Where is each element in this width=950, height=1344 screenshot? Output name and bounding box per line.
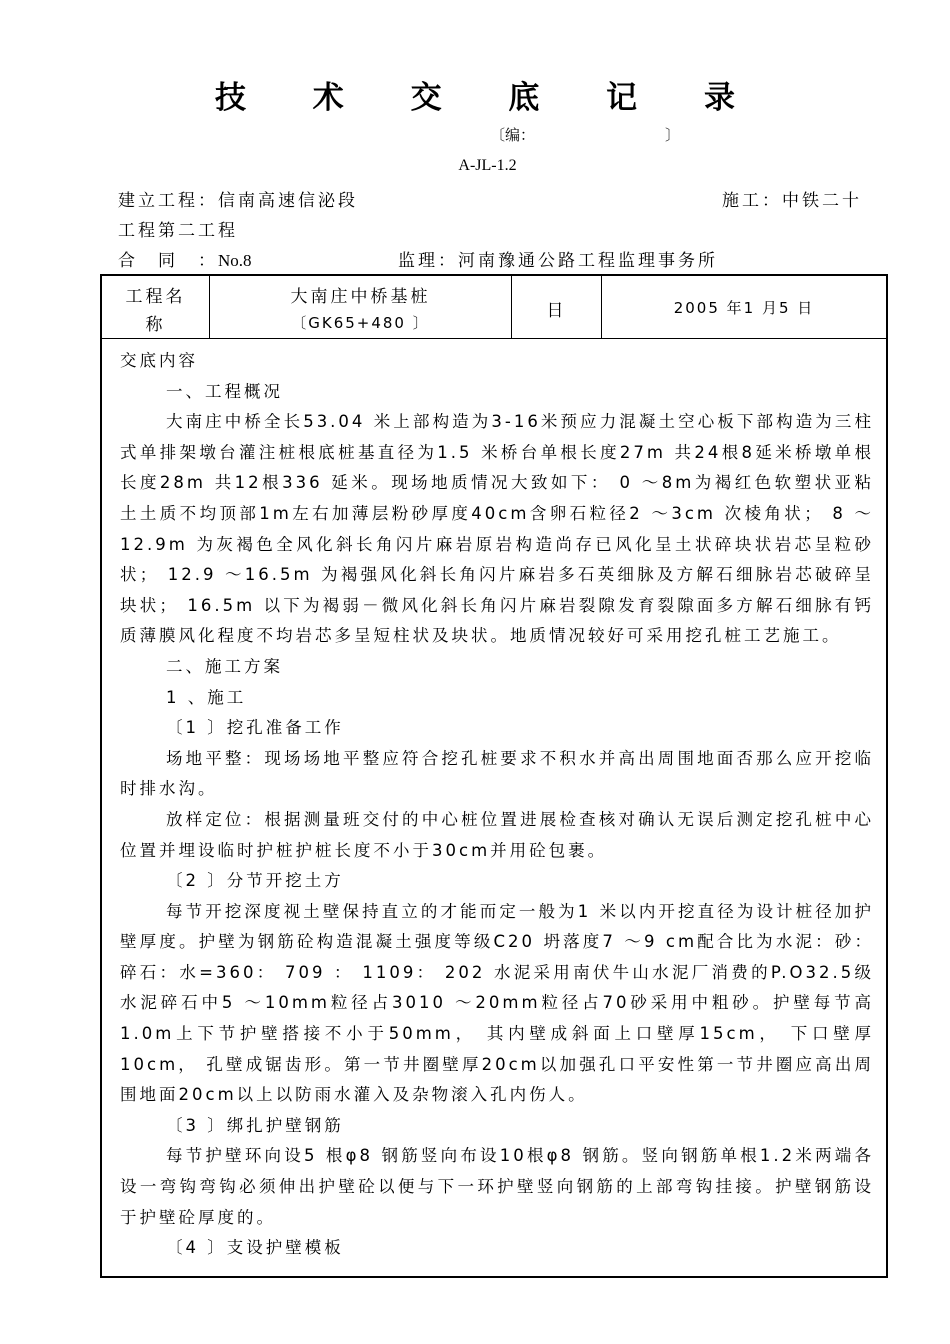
project-name-label-line2: 称 <box>145 315 166 335</box>
content-paragraph: 〔2 〕分节开挖土方 <box>166 871 344 891</box>
form-code: A-JL-1.2 <box>458 157 517 174</box>
content-paragraph: 一、工程概况 <box>166 381 283 401</box>
contract-value: No.8 <box>218 251 252 270</box>
project-info: 建立工程：信南高速信泌段 <box>118 191 358 211</box>
contract-info <box>118 246 252 271</box>
date-label: 日 <box>546 301 567 321</box>
content-paragraph: 大南庄中桥全长53.04 米上部构造为3-16米预应力混凝土空心板下部构造为三柱式单排架墩台灌注桩根底桩基直径为1.5 米桥台单根长度27m 共24根8延米桥墩单根长度28m 共12根336 延米。现场地质情况大致如下： 0 ～8m为褐红色软塑状亚粘土土质不均顶部1m左右加薄层粉砂厚度40cm含卵石粒径2 ～3cm 次棱角状； 8 ～12.9m 为灰褐色全风化斜长角闪片麻岩原岩构造尚存已风化呈土状碎块状岩芯呈粒砂状； 12.9 ～16.5m 为褐强风化斜长角闪片麻岩多石英细脉及方解石细脉岩芯破碎呈块状； 16.5m 以下为褐弱－微风化斜长角闪片麻岩裂隙发育裂隙面多方解石细脉有钙质薄膜风化程度不均岩芯多呈短柱状及块状。地质情况较好可采用挖孔桩工艺施工。 <box>120 412 874 646</box>
disclosure-table <box>100 274 888 1278</box>
project-name-value-line1: 大南庄中桥基桩 <box>290 287 431 307</box>
contract-label: 合 同 ： <box>118 251 218 271</box>
project-name-label-line1: 工程名 <box>125 287 186 307</box>
document-title: 技 术 交 底 记 录 <box>215 80 763 116</box>
project-name-label-cell <box>102 276 210 338</box>
content-paragraph: 二、施工方案 <box>166 656 283 676</box>
date-value-cell <box>602 276 886 338</box>
content-paragraph: 每节护壁环向设5 根φ8 钢筋竖向布设10根φ8 钢筋。竖向钢筋单根1.2米两端各设一弯钩弯钩必须伸出护壁砼以便与下一环护壁竖向钢筋的上部弯钩挂接。护壁钢筋设于护壁砼厚度的。 <box>120 1146 874 1227</box>
table-header-row <box>102 276 886 339</box>
date-label-cell <box>512 276 602 338</box>
content-paragraph: 场地平整：现场场地平整应符合挖孔桩要求不积水并高出周围地面否那么应开挖临时排水沟。 <box>120 748 874 799</box>
project-name-value-cell <box>210 276 512 338</box>
project-name-value-line2: 〔GK65+480 〕 <box>291 314 430 332</box>
edition-open: 〔编： <box>490 126 536 144</box>
content-paragraph: 〔1 〕挖孔准备工作 <box>166 718 344 738</box>
edition-close: 〕 <box>665 126 681 144</box>
content-heading: 交底内容 <box>120 351 198 370</box>
content-paragraph: 放样定位：根据测量班交付的中心桩位置进展检查核对确认无误后测定挖孔桩中心位置并埋设临时护桩护桩长度不小于30cm并用砼包裹。 <box>120 809 874 860</box>
disclosure-content <box>120 346 874 1264</box>
date-value: 2005 年1 月5 日 <box>673 299 815 317</box>
construction-info-cont: 工程第二工程 <box>118 221 238 241</box>
content-paragraphs <box>120 377 874 1264</box>
supervision-info: 监理：河南豫通公路工程监理事务所 <box>398 251 718 271</box>
content-paragraph: 每节开挖深度视土壁保持直立的才能而定一般为1 米以内开挖直径为设计桩径加护壁厚度。护壁为钢筋砼构造混凝土强度等级C20 坍落度7 ～9 cm配合比为水泥：砂：碎石：水=360： 709 ： 1109： 202 水泥采用南伏牛山水泥厂消费的P.O32.5级水泥碎石中5 ～10mm粒径占3010 ～20mm粒径占70砂采用中粗砂。护壁每节高1.0m上下节护壁搭接不小于50mm， 其内壁成斜面上口壁厚15cm， 下口壁厚10cm， 孔壁成锯齿形。第一节井圈壁厚20cm以加强孔口平安性第一节井圈应高出周围地面20cm以上以防雨水灌入及杂物滚入孔内伤人。 <box>120 901 874 1105</box>
edition-note <box>490 124 681 145</box>
content-paragraph: 〔3 〕绑扎护壁钢筋 <box>166 1115 344 1135</box>
construction-info: 施工：中铁二十 <box>722 191 862 211</box>
content-paragraph: 〔4 〕支设护壁模板 <box>166 1238 344 1258</box>
content-paragraph: 1 、施工 <box>166 687 247 707</box>
